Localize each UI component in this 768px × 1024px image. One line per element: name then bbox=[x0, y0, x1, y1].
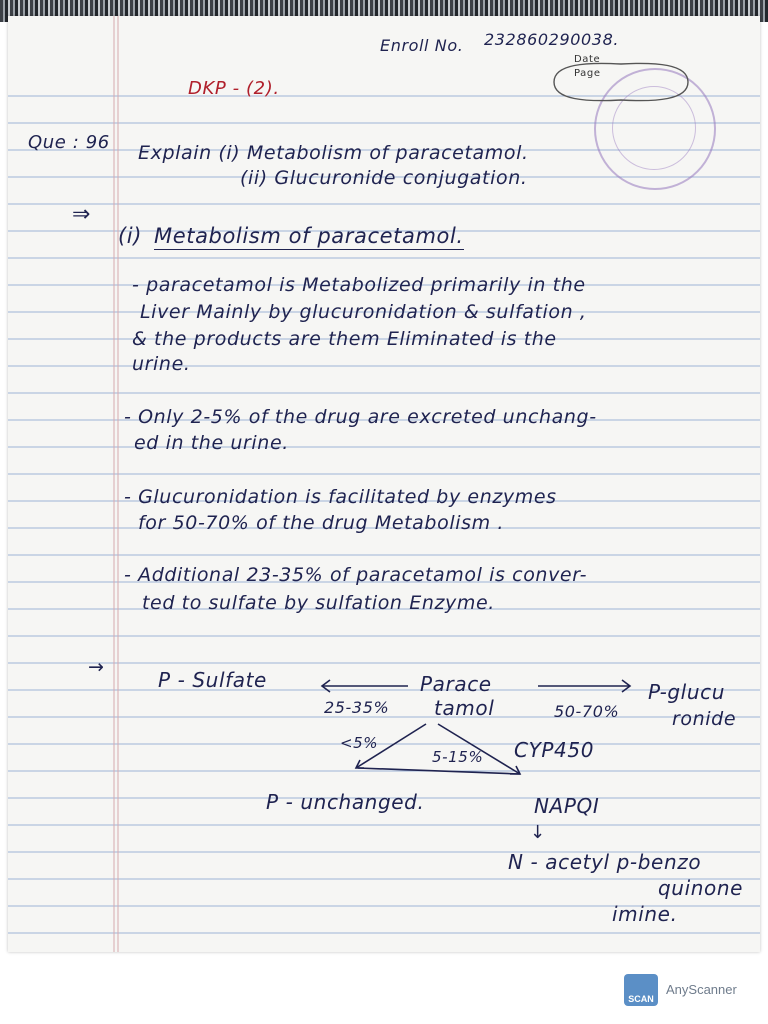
napqi-label: NAPQI bbox=[534, 794, 600, 818]
point-3-line-2: for 50-70% of the drug Metabolism . bbox=[138, 512, 504, 534]
dkp-mark: DKP - (2). bbox=[188, 78, 280, 99]
point-4-line-1: - Additional 23-35% of paracetamol is conver- bbox=[124, 564, 588, 586]
notebook-page bbox=[8, 16, 760, 952]
question-line-1: Explain (i) Metabolism of paracetamol. bbox=[138, 142, 529, 164]
point-3-line-1: - Glucuronidation is facilitated by enzymes bbox=[124, 486, 557, 508]
right-percentage: 50-70% bbox=[554, 702, 620, 721]
point-2-line-2: ed in the urine. bbox=[134, 432, 289, 454]
section-heading-prefix: (i) bbox=[118, 224, 143, 248]
right-product-line-2: ronide bbox=[672, 708, 737, 730]
napqi-down-arrow: ↓ bbox=[530, 822, 546, 843]
section-arrow: ⇒ bbox=[72, 202, 92, 227]
diagram-lead-arrow: → bbox=[88, 656, 105, 678]
point-1-line-3: & the products are them Eliminated is the bbox=[132, 328, 557, 350]
full-name-line-3: imine. bbox=[612, 902, 678, 926]
point-1-line-1: - paracetamol is Metabolized primarily in the bbox=[132, 274, 586, 296]
question-number: Que : 96 bbox=[28, 132, 110, 153]
left-percentage: 25-35% bbox=[324, 698, 390, 717]
question-line-2: (ii) Glucuronide conjugation. bbox=[240, 167, 528, 189]
enzyme-label: CYP450 bbox=[514, 738, 595, 762]
center-line-1: Parace bbox=[420, 672, 492, 696]
date-label: Date bbox=[574, 54, 601, 65]
left-product: P - Sulfate bbox=[158, 668, 267, 692]
point-1-line-2: Liver Mainly by glucuronidation & sulfation , bbox=[140, 301, 587, 323]
point-1-line-4: urine. bbox=[132, 353, 191, 375]
full-name-line-1: N - acetyl p-benzo bbox=[508, 850, 702, 874]
enroll-number: 232860290038. bbox=[484, 30, 620, 49]
enroll-label: Enroll No. bbox=[380, 36, 464, 55]
anyscanner-label: AnyScanner bbox=[666, 982, 737, 997]
unchanged-label: P - unchanged. bbox=[266, 790, 425, 814]
diagram-arrows bbox=[8, 16, 760, 952]
section-heading: Metabolism of paracetamol. bbox=[154, 224, 464, 248]
point-4-line-2: ted to sulfate by sulfation Enzyme. bbox=[142, 592, 495, 614]
page-label: Page bbox=[574, 68, 601, 79]
right-product-line-1: P-glucu bbox=[648, 680, 725, 704]
lower-left-percentage: <5% bbox=[340, 734, 379, 752]
anyscanner-logo: SCAN bbox=[624, 974, 658, 1006]
center-line-2: tamol bbox=[434, 696, 495, 720]
lower-right-percentage: 5-15% bbox=[432, 748, 484, 766]
point-2-line-1: - Only 2-5% of the drug are excreted unchang- bbox=[124, 406, 597, 428]
full-name-line-2: quinone bbox=[658, 876, 744, 900]
